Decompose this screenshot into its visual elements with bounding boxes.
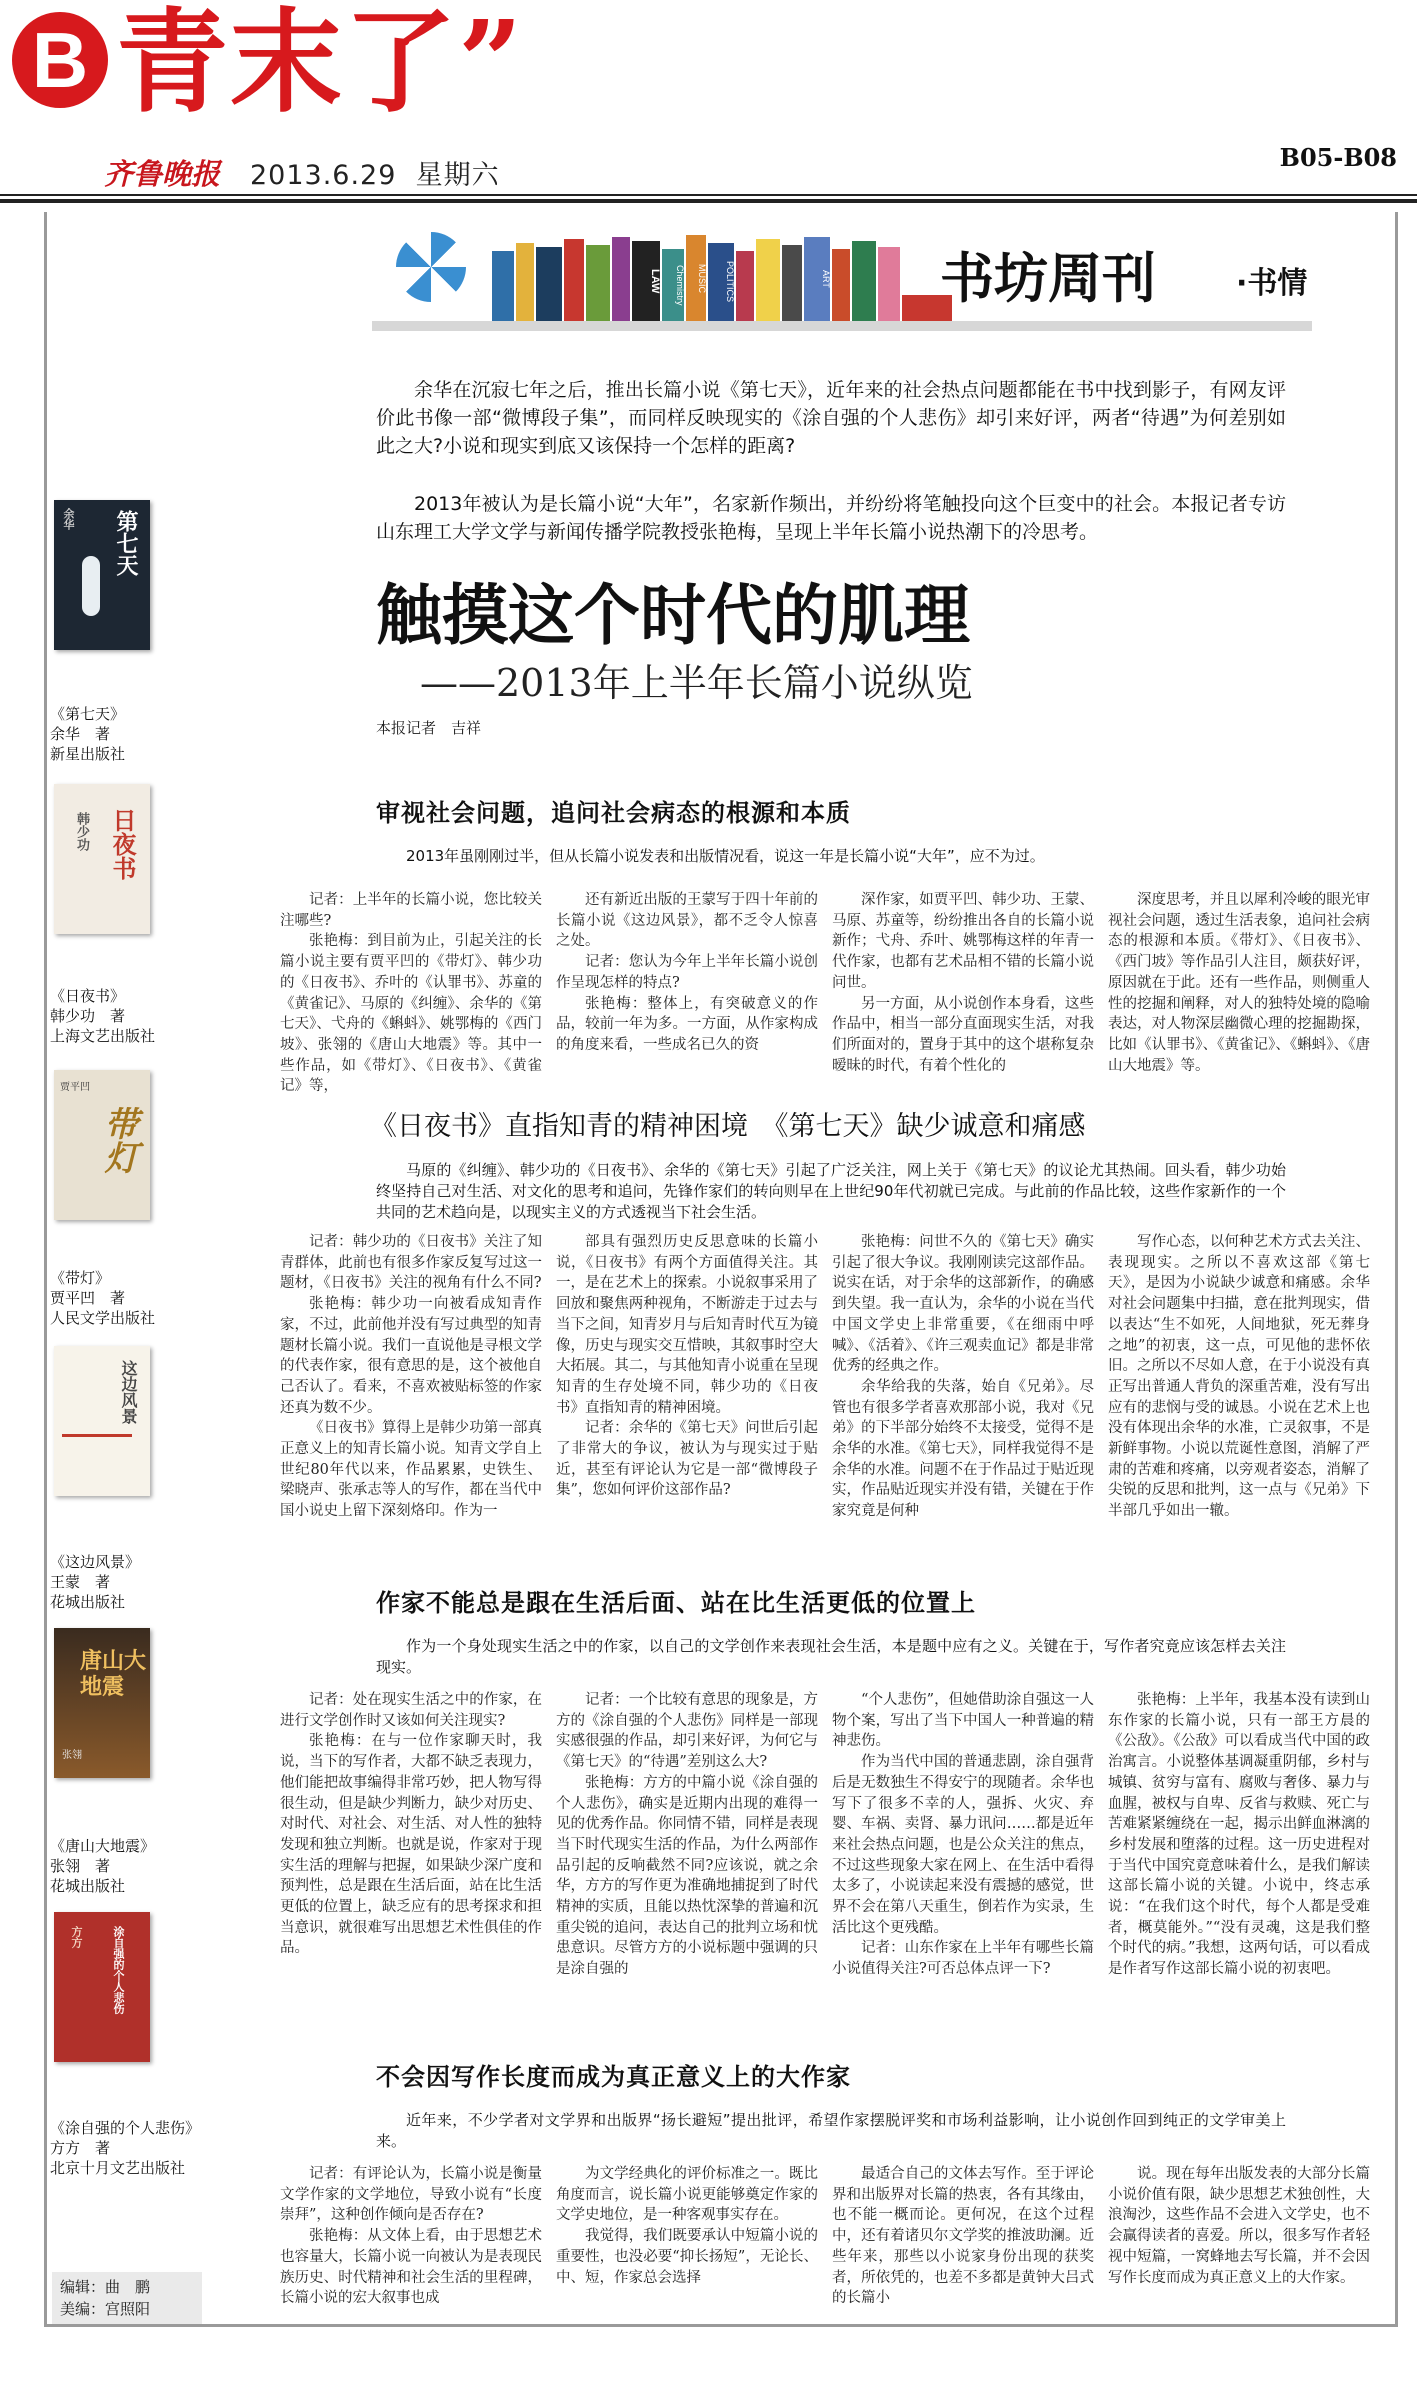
- column-paragraph: 张艳梅：从文体上看，由于思想艺术也容量大，长篇小说一向被认为是表现民族历史、时代精神和社会生活的里程碑，长篇小说的宏大叙事也成: [280, 2228, 542, 2307]
- book-cover: [54, 1912, 150, 2062]
- book-publisher: 花城出版社: [50, 1877, 126, 1895]
- book-author: 余华 著: [50, 725, 111, 743]
- column-paragraph: 写作心态，以何种艺术方式去关注、表现现实。之所以不喜欢这部《第七天》，是因为小说缺少诚意和痛感。余华对社会问题集中扫描，意在批判现实，借以表达“生不如死，人间地狱，死无葬身之地”的初衷，这一点，可见他的悲怀依旧。之所以不尽如人意，在于小说没有真正写出普通人背负的深重苦难，没有写出应有的悲悯与受的诚恳。小说在艺术上也没有体现出余华的水准，亡灵叙事，不是新鲜事物。小说以荒诞性意图，消解了严肃的苦难和疼痛，以旁观者姿态，消解了尖锐的反思和批判，这一点与《兄弟》下半部几乎如出一辙。: [1108, 1234, 1370, 1520]
- article-column: [280, 2164, 542, 2314]
- book-title: 《唐山大地震》: [50, 1837, 156, 1855]
- book-publisher: 人民文学出版社: [50, 1309, 156, 1327]
- article-column: [832, 2164, 1094, 2314]
- section-lead: 马原的《纠缠》、韩少功的《日夜书》、余华的《第七天》引起了广泛关注，网上关于《第七天》的议论尤其热闹。回头看，韩少功始终坚持自己对生活、对文化的思考和追问，先锋作家们的转向则早在上世纪90年代初就已完成。与此前的作品比较，这些作家新作的一个共同的艺术趋向是，以现实主义的方式透视当下社会生活。: [376, 1161, 1286, 1221]
- page-frame-bottom: [44, 2324, 1398, 2327]
- section-title: 青末了: [116, 0, 458, 128]
- designer-line: 美编：宫照阳: [60, 2300, 151, 2318]
- article-column: [1108, 2164, 1370, 2314]
- newspaper-name: 齐鲁晚报: [104, 157, 221, 191]
- column-paragraph: 记者：您认为今年上半年长篇小说创作呈现怎样的特点?: [556, 954, 818, 991]
- book-author: 方方 著: [50, 2139, 111, 2157]
- book-caption: [50, 1836, 200, 1896]
- article-column: [556, 1690, 818, 2032]
- weekday-text: 星期六: [415, 160, 500, 191]
- article-column: [1108, 1690, 1370, 2032]
- book-cover: [54, 784, 150, 934]
- column-paragraph: 记者：一个比较有意思的现象是，方方的《涂自强的个人悲伤》同样是一部现实感很强的作品，却引来好评，为何它与《第七天》的“待遇”差别这么大?: [556, 1692, 818, 1771]
- column-paragraph: 张艳梅：在与一位作家聊天时，我说，当下的写作者，大都不缺乏表现力，他们能把故事编得非常巧妙，把人物写得很生动，但是缺少判断力，缺少对历史、对时代、对社会、对生活、对人性的独特发现和独立判断。也就是说，作家对于现实生活的理解与把握，如果缺少深广度和预判性，总是跟在生活后面，站在比生活更低的位置上，缺乏应有的思考探求和担当意识，就很难写出思想艺术性俱佳的作品。: [280, 1733, 542, 1957]
- book-title: 《日夜书》: [50, 987, 126, 1005]
- book-author: 贾平凹 著: [50, 1289, 126, 1307]
- book-caption: [50, 704, 200, 764]
- column-paragraph: 深作家，如贾平凹、韩少功、王蒙、马原、苏童等，纷纷推出各自的长篇小说新作；弋舟、乔叶、姚鄂梅这样的年青一代作家，也都有艺术品相不错的长篇小说问世。: [832, 892, 1094, 991]
- cover-author: 方方: [70, 1926, 83, 1948]
- intro-paragraph-2: 2013年被认为是长篇小说“大年”，名家新作频出，并纷纷将笔触投向这个巨变中的社会。本报记者专访山东理工大学文学与新闻传播学院教授张艳梅，呈现上半年长篇小说热潮下的冷思考。: [376, 493, 1286, 543]
- article-column: [556, 2164, 818, 2314]
- cover-title: 带灯: [98, 1106, 138, 1174]
- column-paragraph: 张艳梅：问世不久的《第七天》确实引起了很大争议。我刚刚读完这部作品。说实在话，对于余华的这部新作，的确感到失望。我一直认为，余华的小说在当代中国文学史上非常重要，《在细雨中呼喊》、《活着》、《许三观卖血记》都是非常优秀的经典之作。: [832, 1234, 1094, 1375]
- article-column: [832, 1232, 1094, 1564]
- book-caption: [50, 1552, 200, 1612]
- article-byline: 本报记者 吉祥: [376, 719, 482, 737]
- column-paragraph: 张艳梅：韩少功一向被看成知青作家，不过，此前他并没有写过典型的知青题材长篇小说。我们一直说他是寻根文学的代表作家，很有意思的是，这个被他自己否认了。看来，不喜欢被贴标签的作家还真为数不少。: [280, 1296, 542, 1416]
- masthead-divider: [0, 194, 1417, 196]
- cover-title: 这边风景: [119, 1360, 138, 1424]
- article-headline: 触摸这个时代的肌理: [376, 577, 970, 654]
- cover-title: 日夜书: [108, 808, 137, 880]
- article-column: [556, 1232, 818, 1564]
- page-frame-left: [44, 212, 47, 2324]
- book-caption: [50, 1268, 200, 1328]
- book-spine-chemistry: Chemistry: [662, 249, 684, 321]
- cover-author: 张翎: [62, 1750, 82, 1761]
- article-column: [1108, 1232, 1370, 1564]
- cover-title: 唐山大地震: [80, 1648, 147, 1700]
- column-paragraph: 部具有强烈历史反思意味的长篇小说，《日夜书》有两个方面值得关注。其一，是在艺术上的探索。小说叙事采用了回放和聚焦两种视角，不断游走于过去与当下之间，知青岁月与后知青时代互为镜像，历史与现实交互惜映，其叙事时空大大拓展。其二，与其他知青小说重在呈现知青的生存处境不同，韩少功的《日夜书》直指知青的精神困境。: [556, 1234, 818, 1416]
- column-paragraph: 记者：余华的《第七天》问世后引起了非常大的争议，被认为与现实过于贴近，甚至有评论认为它是一部“微博段子集”，您如何评价这部作品?: [556, 1420, 818, 1499]
- book-title: 《这边风景》: [50, 1553, 141, 1571]
- column-paragraph: 深度思考，并且以犀利冷峻的眼光审视社会问题，透过生活表象，追问社会病态的根源和本质。《带灯》、《日夜书》、《西门坡》等作品引人注目，颇获好评，原因就在于此。还有一些作品，则侧重人性的挖掘和阐释，对人的独特处境的隐喻表达，对人物深层幽微心理的挖掘勘探，比如《认罪书》、《黄雀记》、《蝌蚪》、《唐山大地震》等。: [1108, 892, 1370, 1074]
- column-paragraph: 还有新近出版的王蒙写于四十年前的长篇小说《这边风景》，都不乏令人惊喜之处。: [556, 892, 818, 950]
- article-column: [280, 890, 542, 1095]
- bookshelf-banner: [372, 222, 1312, 334]
- column-subtitle: ·书情: [1236, 266, 1308, 301]
- article-column: [832, 890, 1094, 1080]
- column-paragraph: 作为当代中国的普通悲剧，涂自强背后是无数独生不得安宁的现随者。余华也写下了很多不幸的人，强拆、火灾、弃婴、车祸、卖肾、暴力讯问……都是近年来社会热点问题，也是公众关注的焦点，不过这些现象大家在网上、在生活中看得太多了，小说读起来没有震撼的感觉，世界不会在第八天重生，倒若作为实录，生活比这个更残酷。: [832, 1754, 1094, 1936]
- logo-b-badge: B: [12, 12, 108, 108]
- book-title: 《带灯》: [50, 1269, 111, 1287]
- book-author: 王蒙 著: [50, 1573, 111, 1591]
- editor-credits: [52, 2272, 202, 2324]
- shelf-line: [372, 321, 1312, 331]
- cover-title: 涂自强的个人悲伤: [112, 1926, 125, 2014]
- page-range: B05-B08: [1279, 143, 1397, 172]
- section-heading: 审视社会问题，追问社会病态的根源和本质: [376, 799, 851, 827]
- section-logo-title: [116, 0, 525, 128]
- column-paragraph: 最适合自己的文体去写作。至于评论界和出版界对长篇的热衷，各有其缘由，也不能一概而论。更何况，在这个过程中，还有着诸贝尔文学奖的推波助澜。近些年来，那些以小说家身份出现的获奖者，所依凭的，也差不多都是黄钟大吕式的长篇小: [832, 2166, 1094, 2307]
- intro-paragraph-1: 余华在沉寂七年之后，推出长篇小说《第七天》，近年来的社会热点问题都能在书中找到影子，有网友评价此书像一部“微博段子集”，而同样反映现实的《涂自强的个人悲伤》却引来好评，两者“待遇”为何差别如此之大?小说和现实到底又该保持一个怎样的距离?: [376, 379, 1286, 457]
- article-column: [280, 1690, 542, 2032]
- column-paragraph: 记者：山东作家在上半年有哪些长篇小说值得关注?可否总体点评一下?: [832, 1940, 1094, 1978]
- column-paragraph: 我觉得，我们既要承认中短篇小说的重要性，也没必要“抑长扬短”，无论长、中、短，作家总会选择: [556, 2228, 818, 2286]
- cover-title: 第七天: [113, 510, 139, 576]
- book-publisher: 新星出版社: [50, 745, 126, 763]
- section-heading: 不会因写作长度而成为真正意义上的大作家: [376, 2063, 851, 2091]
- cover-author: 余华: [62, 508, 75, 530]
- book-spine-law: LAW: [632, 241, 660, 321]
- book-spine-art: ART: [804, 237, 830, 321]
- column-paragraph: 另一方面，从小说创作本身看，这些作品中，相当一部分直面现实生活，对我们所面对的，置身于其中的这个堪称复杂暧昧的时代，有着个性化的: [832, 995, 1094, 1074]
- section-lead: 2013年虽刚刚过半，但从长篇小说发表和出版情况看，说这一年是长篇小说“大年”，应不为过。: [406, 847, 1045, 865]
- column-paragraph: 记者：有评论认为，长篇小说是衡量文学作家的文学地位，导致小说有“长度崇拜”，这种创作倾向是否存在?: [280, 2166, 542, 2224]
- section-lead: 作为一个身处现实生活之中的作家，以自己的文学创作来表现社会生活，本是题中应有之义。关键在于，写作者究竟应该怎样去关注现实。: [376, 1637, 1286, 1676]
- book-cover: [54, 1346, 150, 1496]
- column-paragraph: 为文学经典化的评价标准之一。既比角度而言，说长篇小说更能够奠定作家的文学史地位，是一种客观事实存在。: [556, 2166, 818, 2224]
- column-paragraph: 余华给我的失落，始自《兄弟》。尽管也有很多学者喜欢那部小说，我对《兄弟》的下半部分始终不太接受，觉得不是余华的水准。《第七天》，同样我觉得不是余华的水准。问题不在于作品过于贴近现实，作品贴近现实并没有错，关键在于作家究竟是何种: [832, 1378, 1094, 1520]
- book-publisher: 花城出版社: [50, 1593, 126, 1611]
- article-column: [832, 1690, 1094, 2032]
- date-text: 2013.6.29: [250, 160, 397, 191]
- book-title: 《第七天》: [50, 705, 126, 723]
- cover-author: 贾平凹: [60, 1082, 90, 1093]
- section-heading: 《日夜书》直指知青的精神困境 《第七天》缺少诚意和痛感: [370, 1111, 1086, 1142]
- column-paragraph: 《日夜书》算得上是韩少功第一部真正意义上的知青长篇小说。知青文学自上世纪80年代以来，作品累累，史铁生、梁晓声、张承志等人的写作，都在当代中国小说史上留下深刻烙印。作为一: [280, 1420, 542, 1520]
- book-cover: [54, 1628, 150, 1778]
- book-caption: [50, 2118, 200, 2178]
- column-paragraph: 记者：韩少功的《日夜书》关注了知青群体，此前也有很多作家反复写过这一题材，《日夜书》关注的视角有什么不同?: [280, 1234, 542, 1292]
- article-subheadline: ——2013年上半年长篇小说纵览: [420, 661, 973, 705]
- book-cover: [54, 500, 150, 650]
- book-cover: [54, 1070, 150, 1220]
- section-heading: 作家不能总是跟在生活后面、站在比生活更低的位置上: [376, 1589, 976, 1617]
- book-publisher: 北京十月文艺出版社: [50, 2159, 186, 2177]
- book-spine-music: MUSIC: [686, 235, 706, 321]
- column-paragraph: 张艳梅：到目前为止，引起关注的长篇小说主要有贾平凹的《带灯》、韩少功的《日夜书》、乔叶的《认罪书》、苏童的《黄雀记》、马原的《纠缠》、余华的《第七天》、弋舟的《蝌蚪》、姚鄂梅的《西门坡》、张翎的《唐山大地震》等。其中一些作品，如《带灯》、《日夜书》、《黄雀记》等，: [280, 933, 542, 1095]
- section-lead: 近年来，不少学者对文学界和出版界“扬长避短”提出批评，希望作家摆脱评奖和市场利益影响，让小说创作回到纯正的文学审美上来。: [376, 2111, 1286, 2150]
- book-caption: [50, 986, 200, 1046]
- article-column: [556, 890, 818, 1080]
- quote-mark: ”: [458, 0, 525, 128]
- book-title: 《涂自强的个人悲伤》: [50, 2119, 201, 2137]
- pinwheel-icon: [396, 232, 466, 302]
- book-spine-politics: POLITICS: [708, 243, 734, 321]
- column-paragraph: 说。现在每年出版发表的大部分长篇小说价值有限，缺少思想艺术独创性，大浪淘沙，这些作品不会进入文学史，也不会赢得读者的喜爱。所以，很多写作者轻视中短篇，一窝蜂地去写长篇，并不会因写作长度而成为真正意义上的大作家。: [1108, 2166, 1370, 2286]
- book-author: 韩少功 著: [50, 1007, 126, 1025]
- column-paragraph: 张艳梅：方方的中篇小说《涂自强的个人悲伤》，确实是近期内出现的难得一见的优秀作品。你同情不错，同样是表现当下时代现实生活的作品，为什么两部作品引起的反响截然不同?应该说，就之余华，方方的写作更为准确地捕捉到了时代精神的实质，且能以热忱深挚的普遍和沉重尖锐的追问，表达自己的批判立场和忧患意识。尽管方方的小说标题中强调的只是涂自强的: [556, 1774, 818, 1978]
- article-column: [280, 1232, 542, 1564]
- page-frame-right: [1395, 212, 1398, 2324]
- issue-date: [250, 160, 500, 192]
- book-author: 张翎 著: [50, 1857, 111, 1875]
- book-publisher: 上海文艺出版社: [50, 1027, 156, 1045]
- cover-author: 韩少功: [74, 812, 89, 851]
- column-paragraph: 张艳梅：整体上，有突破意义的作品，较前一年为多。一方面，从作家构成的角度来看，一些成名已久的资: [556, 995, 818, 1053]
- column-paragraph: 记者：上半年的长篇小说，您比较关注哪些?: [280, 892, 542, 929]
- column-title: 书坊周刊: [940, 247, 1156, 310]
- article-column: [1108, 890, 1370, 1080]
- masthead-divider-thick: [0, 199, 1417, 203]
- column-paragraph: 记者：处在现实生活之中的作家，在进行文学创作时又该如何关注现实?: [280, 1692, 542, 1729]
- column-paragraph: 张艳梅：上半年，我基本没有读到山东作家的长篇小说，只有一部王方晨的《公敌》。《公敌》可以看成当代中国的政治寓言。小说整体基调凝重阴郁，乡村与城镇、贫穷与富有、腐败与奢侈、暴力与血腥，被权与自卑、反省与救赎、死亡与苦难紧紧缠绕在一起，揭示出鲜血淋漓的乡村发展和堕落的过程。这一历史进程对于当代中国究竟意味着什么，是我们解读这部长篇小说的关键。小说中，终志承说：“在我们这个时代，每个人都是受难者，概莫能外。”“没有灵魂，这是我们整个时代的病。”我想，这两句话，可以看成是作者写作这部长篇小说的初衷吧。: [1108, 1692, 1370, 1978]
- editor-line: 编辑：曲 鹏: [60, 2278, 151, 2296]
- column-paragraph: “个人悲伤”，但她借助涂自强这一人物个案，写出了当下中国人一种普遍的精神悲伤。: [832, 1692, 1094, 1750]
